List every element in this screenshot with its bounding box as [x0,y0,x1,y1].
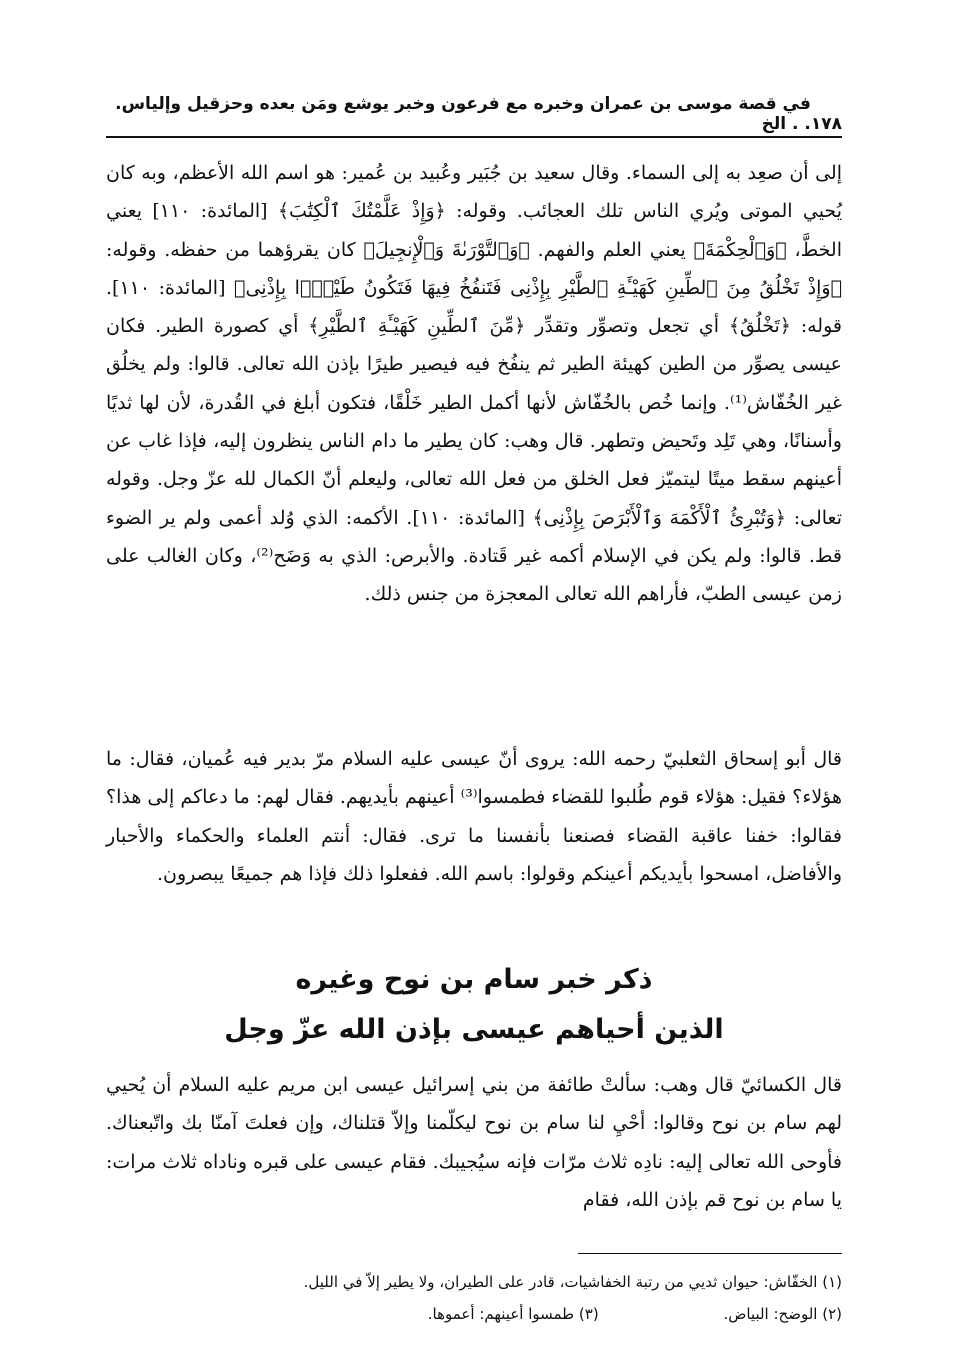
section-heading-line-1: ذكر خبر سام بن نوح وغيره [295,964,653,995]
running-title: في قصة موسى بن عمران وخبره مع فرعون وخبر يوشع ومَن بعده وحزقيل وإلياس. . . الخ [115,94,811,134]
header-rule [106,136,842,138]
footnote: (١) الخفّاش: حيوان ثديي من رتبة الخفاشيات، قادر على الطيران، ولا يطير إلاّ في الليل. [303,1273,842,1291]
body-paragraph: قال الكسائيّ قال وهب: سألتْ طائفة من بني إسرائيل عيسى ابن مريم عليه السلام أن يُحيي لهم سام بن نوح وقالوا: أحْيِ لنا سام بن نوح ليكلّمنا وإلاّ قتلناك، وإن فعلتَ آمنّا بك واتّبعناك. فأوحى الله تعالى إليه: نادِه ثلاث مرّات فإنه سيُجيبك. فقام عيسى على قبره وناداه ثلاث مرات: يا سام بن نوح قم بإذن الله، فقام [106,1074,842,1211]
footnote: (٢) الوضح: البياض. [723,1305,842,1323]
footnote: (٣) طمسوا أعينهم: أعموها. [427,1305,599,1323]
body-paragraph: قال أبو إسحاق الثعلبيّ رحمه الله: يروى أنّ عيسى عليه السلام مرّ بدير فيه عُميان، فقال: ما هؤلاء؟ فقيل: هؤلاء قوم طُلبوا للقضاء فطمسوا⁽³⁾ أعينهم بأيديهم. فقال لهم: ما دعاكم إلى هذا؟ فقالوا: خفنا عاقبة القضاء فصنعنا بأنفسنا ما ترى. فقال: أنتم العلماء والحكماء والأحبار والأفاضل، امسحوا بأيديكم أعينكم وقولوا: باسم الله. ففعلوا ذلك فإذا هم جميعًا يبصرون. [106,748,842,885]
footnote-row [106,1303,842,1325]
body-paragraph: إلى أن صعِد به إلى السماء. وقال سعيد بن جُبَير وعُبيد بن عُمير: هو اسم الله الأعظم، وبه كان يُحيي الموتى ويُري الناس تلك العجائب. وقوله: ﴿وَإِذْ عَلَّمْتُكَ ٱلْكِتَٰبَ﴾ [المائدة: ١١٠] يعني الخطَّ، ﴿وَٱلْحِكْمَةَ﴾ يعني العلم والفهم. ﴿وَٱلتَّوْرَىٰةَ وَٱلْإِنجِيلَ﴾ كان يقرؤهما من حفظه. وقوله: ﴿وَإِذْ تَخْلُقُ مِنَ ٱلطِّينِ كَهَيْـَٔةِ ٱلطَّيْرِ بِإِذْنِى فَتَنفُخُ فِيهَا فَتَكُونُ طَيْرًۢا بِإِذْنِى﴾ [المائدة: ١١٠]. قوله: ﴿تَخْلُقُ﴾ أي تجعل وتصوِّر وتقدِّر ﴿مِّنَ ٱلطِّينِ كَهَيْـَٔةِ ٱلطَّيْرِ﴾ أي كصورة الطير. فكان عيسى يصوِّر من الطين كهيئة الطير ثم ينفُخ فيه فيصير طيرًا بإذن الله تعالى. قالوا: ولم يخلُق غير الخُفّاش⁽¹⁾. وإنما خُص بالخُفّاش لأنها أكمل الطير خَلْقًا، فتكون أبلغ في القُدرة، لأن لها ثديًا وأسنانًا، وهي تَلِد وتَحيض وتطهر. قال وهب: كان يطير ما دام الناس ينظرون إليه، فإذا غاب عن أعينهم سقط ميتًا ليتميّز فعل الخلق من فعل الله تعالى، وليعلم أنّ الكمال لله عزّ وجل. وقوله تعالى: ﴿وَتُبْرِئُ ٱلْأَكْمَهَ وَٱلْأَبْرَصَ بِإِذْنِى﴾ [المائدة: ١١٠]. الأكمه: الذي وُلد أعمى ولم ير الضوء قط. قالوا: ولم يكن في الإسلام أكمه غير قَتادة. والأبرص: الذي به وَضَح⁽²⁾، وكان الغالب على زمن عيسى الطبّ، فأراهم الله تعالى المعجزة من جنس ذلك. [106,162,842,606]
footnote-separator [578,1253,842,1254]
section-heading-line-2: الذين أحياهم عيسى بإذن الله عزّ وجل [224,1014,724,1045]
running-header [106,94,842,134]
page-number: ١٧٨ [810,114,842,134]
